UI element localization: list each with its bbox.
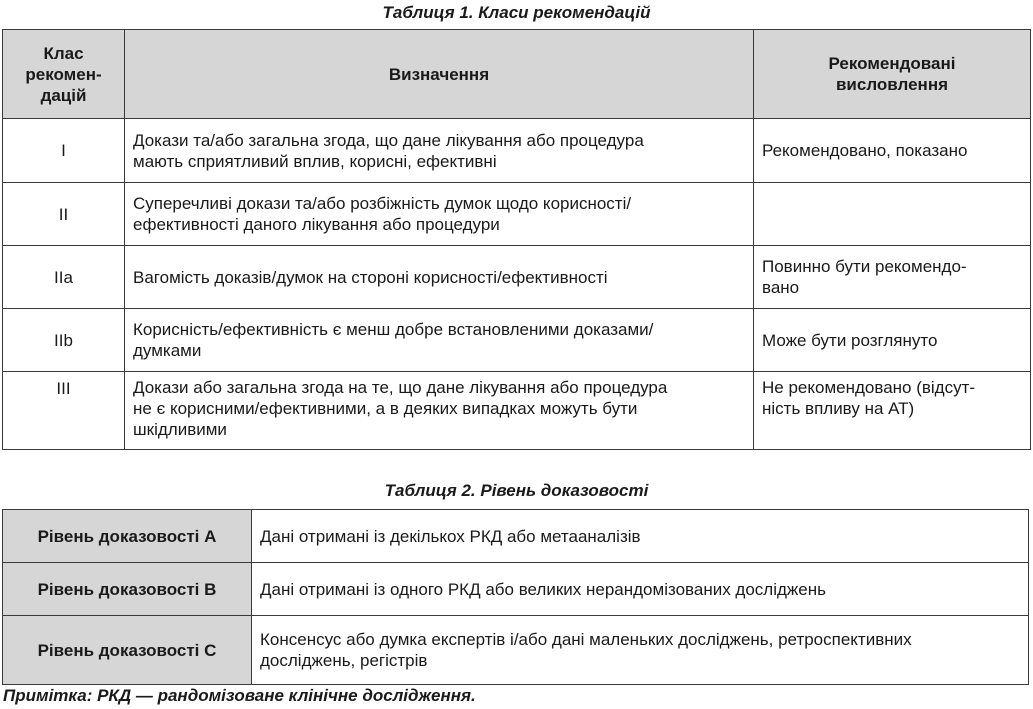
definition-cell: Корисність/ефективність є менш добре встановленими доказами/ думками <box>125 309 754 372</box>
definition-cell: Докази та/або загальна згода, що дане лікування або процедура мають сприятливий вплив, корисні, ефективні <box>125 119 754 183</box>
class-cell: III <box>3 372 125 450</box>
table-row <box>3 119 1031 183</box>
class-cell: IIb <box>3 309 125 372</box>
evidence-level-description: Консенсус або думка експертів і/або дані маленьких досліджень, ретроспективних досліджень, регістрів <box>252 616 1029 685</box>
recommendation-classes-table <box>2 29 1031 450</box>
definition-cell: Докази або загальна згода на те, що дане лікування або процедура не є корисними/ефективними, а в деяких випадках можуть бути шкідливими <box>125 372 754 450</box>
evidence-level-description: Дані отримані із одного РКД або великих нерандомізованих досліджень <box>252 563 1029 616</box>
header-definition: Визначення <box>125 30 754 119</box>
recommended-cell: Може бути розглянуто <box>754 309 1031 372</box>
table-row <box>3 309 1031 372</box>
evidence-level-description: Дані отримані із декількох РКД або метааналізів <box>252 510 1029 563</box>
recommended-cell: Повинно бути рекомендо- вано <box>754 246 1031 309</box>
evidence-level-label: Рівень доказовості В <box>3 563 252 616</box>
recommended-cell <box>754 183 1031 246</box>
class-cell: II <box>3 183 125 246</box>
recommended-cell: Не рекомендовано (відсут- ність впливу на АТ) <box>754 372 1031 450</box>
table-row <box>3 616 1029 685</box>
class-cell: I <box>3 119 125 183</box>
recommended-cell: Рекомендовано, показано <box>754 119 1031 183</box>
table-row <box>3 510 1029 563</box>
table-row <box>3 246 1031 309</box>
table-row <box>3 372 1031 450</box>
class-cell: IIa <box>3 246 125 309</box>
table-row <box>3 563 1029 616</box>
table1-header-row <box>3 30 1031 119</box>
table2-caption: Таблиця 2. Рівень доказовості <box>384 481 649 500</box>
evidence-level-label: Рівень доказовості С <box>3 616 252 685</box>
footnote: Примітка: РКД — рандомізоване клінічне дослідження. <box>3 686 476 705</box>
definition-cell: Суперечливі докази та/або розбіжність думок щодо корисності/ ефективності даного лікування або процедури <box>125 183 754 246</box>
table-row <box>3 183 1031 246</box>
table1-caption: Таблиця 1. Класи рекомендацій <box>382 3 651 22</box>
evidence-level-label: Рівень доказовості А <box>3 510 252 563</box>
header-class: Клас рекомен- дацій <box>3 30 125 119</box>
definition-cell: Вагомість доказів/думок на стороні корисності/ефективності <box>125 246 754 309</box>
evidence-level-table <box>2 509 1029 685</box>
header-recommended: Рекомендовані висловлення <box>754 30 1031 119</box>
